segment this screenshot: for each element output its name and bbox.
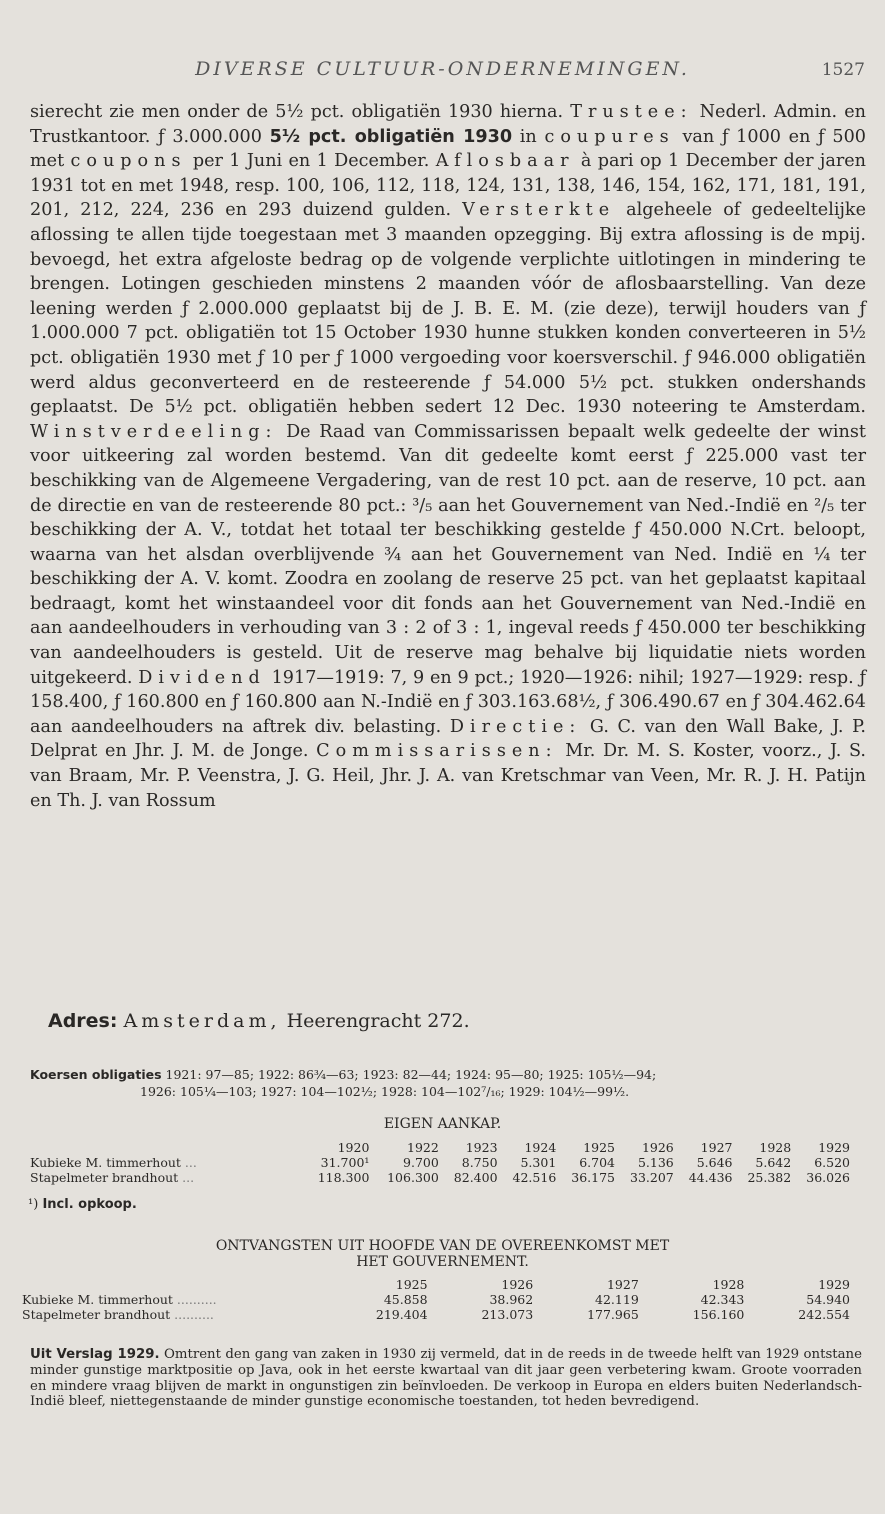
bond-prices [30,1066,866,1100]
bond-prices-line2: 1926: 105¼—103; 1927: 104—102½; 1928: 104—102⁷/₁₆; 1929: 104½—99½. [140,1084,630,1099]
table-cell: 44.436 [688,1170,733,1185]
table-cell: 5.136 [637,1155,674,1170]
leader-dots: .......... [170,1307,214,1322]
text-run: G. C. van den Wall Bake, J. P. Delprat en Jhr. J. M. de Jonge. [30,716,866,762]
footnote-text: Incl. opkoop. [42,1197,137,1212]
bond-heading: 5½ pct. obligatiën 1930 [269,126,513,147]
address-street: Heerengracht 272. [286,1010,470,1032]
directie-label: Directie: [449,716,582,737]
year-header: 1923 [465,1140,498,1155]
coupons-label: coupons [70,151,187,172]
coupures-label: coupures [544,126,675,147]
table-cell: 82.400 [453,1170,498,1185]
ontvangsten-title-line2: HET GOUVERNEMENT. [356,1254,529,1270]
row-label [30,1170,300,1185]
annual-report-text: Omtrent den gang van zaken in 1930 zij vermeld, dat in de reeds in de tweede helft van 1929 ontstane minder gunstige marktpositie op Java, ook in het eerste kwartaal van dit jaar geen verbetering kwam. Groote voorraden en mindere vraag blijven de markt in ongunstigen zin beïnvloeden. De verkoop in Europa en elders buiten Nederlandsch-Indië bleef, niettegenstaande de minder gunstige economische toestanden, tot heden bevredigend. [30,1347,862,1410]
commissarissen-label: Commissarissen: [316,741,558,762]
header-spacer [30,1140,300,1155]
year-header: 1928 [759,1140,792,1155]
footnote-mark: ¹) [28,1197,39,1212]
row-label-text: Kubieke M. timmerhout [22,1292,173,1307]
table-cell: 5.301 [520,1155,557,1170]
main-paragraph [30,100,866,813]
table-cell: 45.858 [383,1292,428,1307]
row-label-text: Stapelmeter brandhout [30,1170,179,1185]
year-header: 1925 [583,1140,616,1155]
table-cell: 36.026 [806,1170,850,1185]
text-run: per 1 Juni en 1 December. [186,151,436,172]
year-header: 1926 [501,1277,534,1292]
table-cell: 213.073 [481,1307,534,1322]
year-header: 1929 [818,1277,850,1292]
table-header-row [22,1277,850,1292]
table-cell: 6.704 [579,1155,616,1170]
text-run: sierecht zie men onder de 5½ pct. obligatiën 1930 hierna. [30,102,571,122]
header-spacer [22,1277,322,1292]
table-cell: 8.750 [461,1155,498,1170]
eigen-aankap-title: EIGEN AANKAP. [383,1116,502,1132]
row-label [30,1155,300,1170]
text-run: algeheele of gedeeltelijke aflossing te allen tijde toegestaan met 3 maanden opzegging. Bij extra aflossing is de mpij. bevoegd, het extra afgeloste bedrag op de volgende verplichte uitlotingen in mindering te brengen. Lotingen geschieden minstens 2 maanden vóór de aflosbaarstelling. Van deze leening werden ƒ 2.000.000 geplaatst bij de J. B. E. M. (zie deze), terwijl houders van ƒ 1.000.000 7 pct. obligatiën tot 15 October 1930 hunne stukken konden converteeren in 5½ pct. obligatiën 1930 met ƒ 10 per ƒ 1000 vergoeding voor koersverschil. ƒ 946.000 obligatiën werd aldus geconverteerd en de resteerende ƒ 54.000 5½ pct. stukken ondershands geplaatst. De 5½ pct. obligatiën hebben sedert 12 Dec. 1930 noteering te Amsterdam. [30,200,866,418]
dividend-label: Dividend [138,667,266,688]
footnote [28,1197,137,1212]
text-run: Mr. Dr. M. S. Koster, voorz., J. S. van Braam, Mr. P. Veenstra, J. G. Heil, Jhr. J. A. van Kretschmar van Veen, Mr. R. J. H. Patijn en Th. J. van Rossum [30,741,866,811]
annual-report-excerpt [30,1347,862,1410]
year-header: 1926 [641,1140,674,1155]
table-cell: 42.516 [512,1170,557,1185]
eigen-aankap-table [30,1140,850,1185]
table-cell: 38.962 [489,1292,534,1307]
table-row [30,1170,850,1185]
year-header: 1920 [337,1140,370,1155]
address-label: Adres: [48,1010,118,1032]
table-cell: 36.175 [571,1170,616,1185]
table-cell: 156.160 [692,1307,745,1322]
leader-dots: .......... [172,1292,217,1307]
ontvangsten-title [0,1238,885,1270]
table-cell: 54.940 [806,1292,850,1307]
leader-dots: ... [178,1170,195,1185]
table-cell: 33.207 [630,1170,674,1185]
table-cell: 42.343 [700,1292,745,1307]
row-label [22,1307,322,1322]
trustee-label: Trustee: [570,102,693,122]
table-cell: 5.646 [696,1155,733,1170]
text-run: Nederl. Admin. en Trustkantoor. ƒ 3.000.000 [30,102,866,147]
table-cell: 242.554 [798,1307,850,1322]
body-text [30,100,866,813]
row-label-text: Kubieke M. timmerhout [30,1155,181,1170]
table-cell: 31.700¹ [320,1155,370,1170]
versterkte-label: Versterkte [462,200,616,221]
ontvangsten-table [22,1277,850,1322]
table-cell: 25.382 [747,1170,792,1185]
text-run: in [512,126,545,147]
table-cell: 118.300 [317,1170,370,1185]
address-city: Amsterdam, [123,1010,281,1032]
year-header: 1922 [407,1140,439,1155]
annual-report-label: Uit Verslag 1929. [30,1347,160,1362]
year-header: 1928 [712,1277,745,1292]
table-header-row [30,1140,850,1155]
leader-dots: ... [180,1155,197,1170]
table-row [22,1292,850,1307]
ontvangsten-title-line1: ONTVANGSTEN UIT HOOFDE VAN DE OVEREENKOMST MET [215,1238,670,1254]
bond-prices-values: 1921: 97—85; 1922: 86¾—63; 1923: 82—44; 1924: 95—80; 1925: 105½—94; [165,1067,657,1082]
table-row [30,1155,850,1170]
table-cell: 106.300 [387,1170,439,1185]
year-header: 1924 [524,1140,557,1155]
row-label-text: Stapelmeter brandhout [22,1307,171,1322]
year-header: 1925 [395,1277,428,1292]
year-header: 1929 [818,1140,850,1155]
address-line [48,1010,470,1032]
table-cell: 219.404 [375,1307,428,1322]
bond-prices-line1 [30,1066,866,1083]
year-header: 1927 [606,1277,639,1292]
table-cell: 6.520 [814,1155,850,1170]
winstverdeeling-label: Winstverdeeling: [30,421,278,442]
table-row [22,1307,850,1322]
aflosbaar-label: Aflosbaar [435,151,575,172]
table-cell: 177.965 [587,1307,639,1322]
table-cell: 5.642 [755,1155,792,1170]
row-label [22,1292,322,1307]
running-head: DIVERSE CULTUUR-ONDERNEMINGEN. [195,58,690,80]
year-header: 1927 [700,1140,733,1155]
text-run: 1917—1919: 7, 9 en 9 pct.; 1920—1926: nihil; 1927—1929: resp. ƒ 158.400, ƒ 160.800 en ƒ 160.800 aan N.-Indië en ƒ 303.163.68½, ƒ 306.490.67 en ƒ 304.462.64 aan aandeelhouders na aftrek div. belasting. [30,667,867,737]
page-number: 1527 [821,60,865,80]
text-run: De Raad van Commissarissen bepaalt welk gedeelte der winst voor uitkeering zal worden bestemd. Van dit gedeelte komt eerst ƒ 225.000 vast ter beschikking van de Algemeene Vergadering, van de rest 10 pct. aan de reserve, 10 pct. aan de directie en van de resteerende 80 pct.: ³/₅ aan het Gouvernement van Ned.-Indië en ²/₅ ter beschikking der A. V., totdat het totaal ter beschikking gestelde ƒ 450.000 N.Crt. beloopt, waarna van het alsdan overblijvende ¾ aan het Gouvernement van Ned. Indië en ¼ ter beschikking der A. V. komt. Zoodra en zoolang de reserve 25 pct. van het geplaatst kapitaal bedraagt, komt het winstaandeel voor dit fonds aan het Gouvernement van Ned.-Indië en aan aandeelhouders in verhouding van 3 : 2 of 3 : 1, ingeval reeds ƒ 450.000 ter beschikking van aandeelhouders is gesteld. Uit de reserve mag behalve bij liquidatie niets worden uitgekeerd. [30,421,866,688]
table-cell: 9.700 [403,1155,439,1170]
bond-prices-label: Koersen obligaties [30,1067,162,1082]
text-run: à pari op 1 December der jaren 1931 tot en met 1948, resp. 100, 106, 112, 118, 124, 131, 138, 146, 154, 162, 171, 181, 191, 201, 212, 224, 236 en 293 duizend gulden. [30,151,866,221]
text-run: van ƒ 1000 en ƒ 500 met [30,126,866,172]
table-cell: 42.119 [595,1292,639,1307]
